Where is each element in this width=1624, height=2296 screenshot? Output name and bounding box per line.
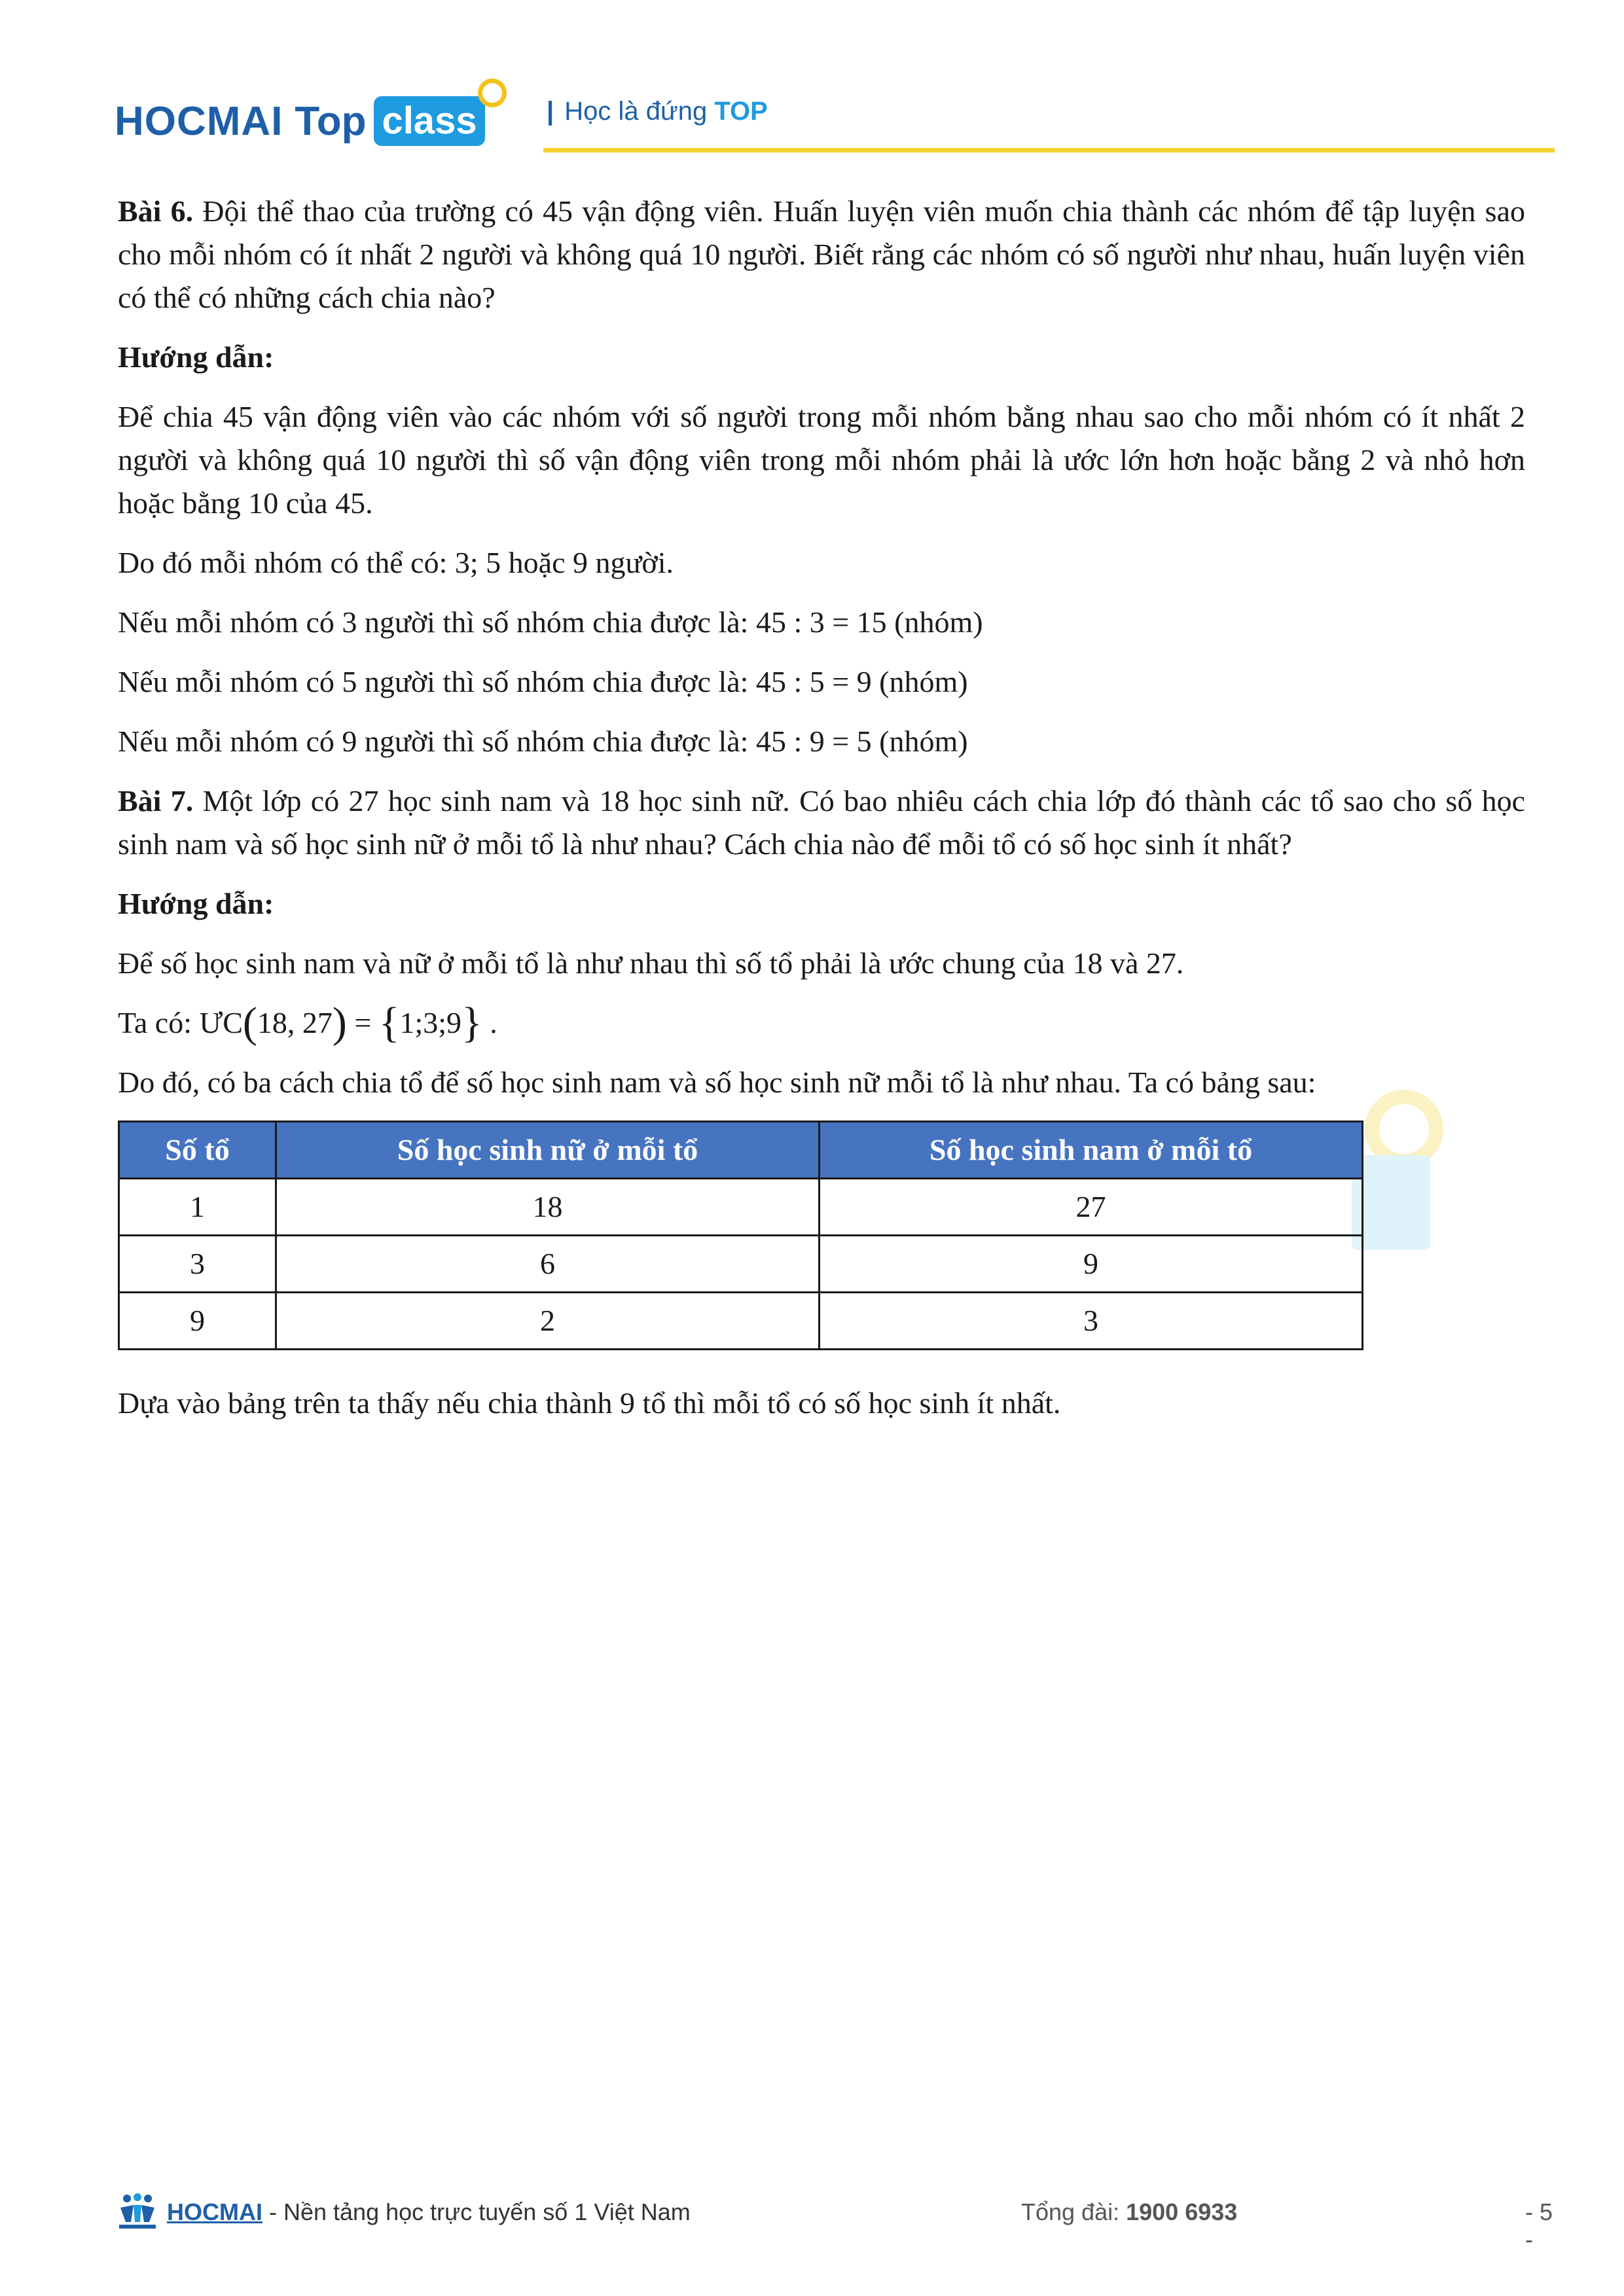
bai7-conclusion: Dựa vào bảng trên ta thấy nếu chia thành 9 tổ thì mỗi tổ có số học sinh ít nhất. — [118, 1386, 1061, 1420]
table-cell: 18 — [276, 1179, 820, 1236]
math-left-brace: { — [378, 999, 400, 1047]
bai6-question — [118, 190, 1525, 319]
groups-table — [118, 1121, 1363, 1350]
math-end: . — [482, 1006, 497, 1039]
bai6-label: Bài 6. — [118, 194, 194, 228]
footer-tagline-text: - Nền tảng học trực tuyến số 1 Việt Nam — [262, 2198, 691, 2225]
logo-top-text: Top — [295, 98, 367, 144]
header-slogan — [547, 97, 768, 126]
footer-hotline — [1021, 2198, 1237, 2226]
slogan-separator: | — [547, 97, 554, 126]
table-cell: 3 — [119, 1236, 276, 1293]
bai7-label: Bài 7. — [118, 784, 194, 817]
logo-class-badge: class — [374, 96, 484, 146]
page-number: - 5 - — [1525, 2198, 1553, 2253]
bai6-paragraph-3: Nếu mỗi nhóm có 3 người thì số nhóm chia được là: 45 : 3 = 15 (nhóm) — [118, 605, 983, 639]
bai7-paragraph-2: Do đó, có ba cách chia tổ để số học sinh nam và số học sinh nữ mỗi tổ là như nhau. Ta có bảng sau: — [118, 1066, 1316, 1099]
math-left-paren: ( — [242, 999, 257, 1047]
table-cell: 9 — [820, 1236, 1363, 1293]
bai7-guide-label: Hướng dẫn: — [118, 887, 274, 920]
math-set: 1;3;9 — [399, 1006, 462, 1039]
header-so-hs-nu: Số học sinh nữ ở mỗi tổ — [276, 1122, 820, 1179]
hotline-number: 1900 6933 — [1126, 2198, 1238, 2225]
hocmai-topclass-logo — [115, 92, 485, 151]
hotline-label: Tổng đài: — [1021, 2198, 1127, 2225]
slogan-top: TOP — [714, 97, 768, 126]
table-row — [119, 1179, 1363, 1236]
table-cell: 2 — [276, 1293, 820, 1350]
table-cell: 6 — [276, 1236, 820, 1293]
table-cell: 1 — [119, 1179, 276, 1236]
math-right-brace: } — [461, 999, 482, 1047]
bai6-paragraph-2: Do đó mỗi nhóm có thể có: 3; 5 hoặc 9 người. — [118, 546, 674, 579]
table-cell: 9 — [119, 1293, 276, 1350]
logo-hocmai-text: HOCMAI — [115, 98, 283, 144]
document-body — [118, 190, 1525, 1441]
header-so-hs-nam: Số học sinh nam ở mỗi tổ — [820, 1122, 1363, 1179]
bai6-text: Đội thể thao của trường có 45 vận động viên. Huấn luyện viên muốn chia thành các nhóm để tập luyện sao cho mỗi nhóm có ít nhất 2 người và không quá 10 người. Biết rằng các nhóm có số người như nhau, huấn luyện viên có thể có những cách chia nào? — [118, 194, 1525, 314]
math-args: 18, 27 — [257, 1006, 333, 1039]
table-row — [119, 1293, 1363, 1350]
bai7-math-line — [118, 1001, 1525, 1045]
page-header — [115, 72, 1555, 157]
table-cell: 3 — [820, 1293, 1363, 1350]
sun-icon — [478, 79, 507, 107]
page-footer — [118, 2189, 1558, 2253]
table-header-row — [119, 1122, 1363, 1179]
math-prefix: Ta có: — [118, 1006, 200, 1039]
bai6-paragraph-1: Để chia 45 vận động viên vào các nhóm với số người trong mỗi nhóm bằng nhau sao cho mỗi nhóm có ít nhất 2 người và không quá 10 người thì số vận động viên trong mỗi nhóm phải là ước lớn hơn hoặc bằng 2 và nhỏ hơn hoặc bằng 10 của 45. — [118, 400, 1525, 520]
math-right-paren: ) — [332, 999, 347, 1047]
bai6-paragraph-5: Nếu mỗi nhóm có 9 người thì số nhóm chia được là: 45 : 9 = 5 (nhóm) — [118, 725, 968, 758]
table-row — [119, 1236, 1363, 1293]
bai6-paragraph-4: Nếu mỗi nhóm có 5 người thì số nhóm chia được là: 45 : 5 = 9 (nhóm) — [118, 665, 968, 698]
footer-brand-link[interactable]: HOCMAI — [167, 2198, 262, 2225]
bai7-question — [118, 780, 1525, 866]
header-divider — [543, 148, 1555, 152]
table-cell: 27 — [820, 1179, 1363, 1236]
hocmai-people-icon — [118, 2193, 157, 2230]
footer-tagline — [167, 2198, 691, 2226]
slogan-text: Học là đứng — [564, 97, 715, 126]
bai6-guide-label: Hướng dẫn: — [118, 340, 274, 374]
math-uc: ƯC — [199, 1006, 243, 1039]
bai7-text: Một lớp có 27 học sinh nam và 18 học sinh nữ. Có bao nhiêu cách chia lớp đó thành các tổ sao cho số học sinh nam và số học sinh nữ ở mỗi tổ là như nhau? Cách chia nào để mỗi tổ có số học sinh ít nhất? — [118, 784, 1526, 861]
header-so-to: Số tổ — [119, 1122, 276, 1179]
math-equals: = — [346, 1006, 379, 1039]
bai7-paragraph-1: Để số học sinh nam và nữ ở mỗi tổ là như nhau thì số tổ phải là ước chung của 18 và 27. — [118, 946, 1184, 980]
